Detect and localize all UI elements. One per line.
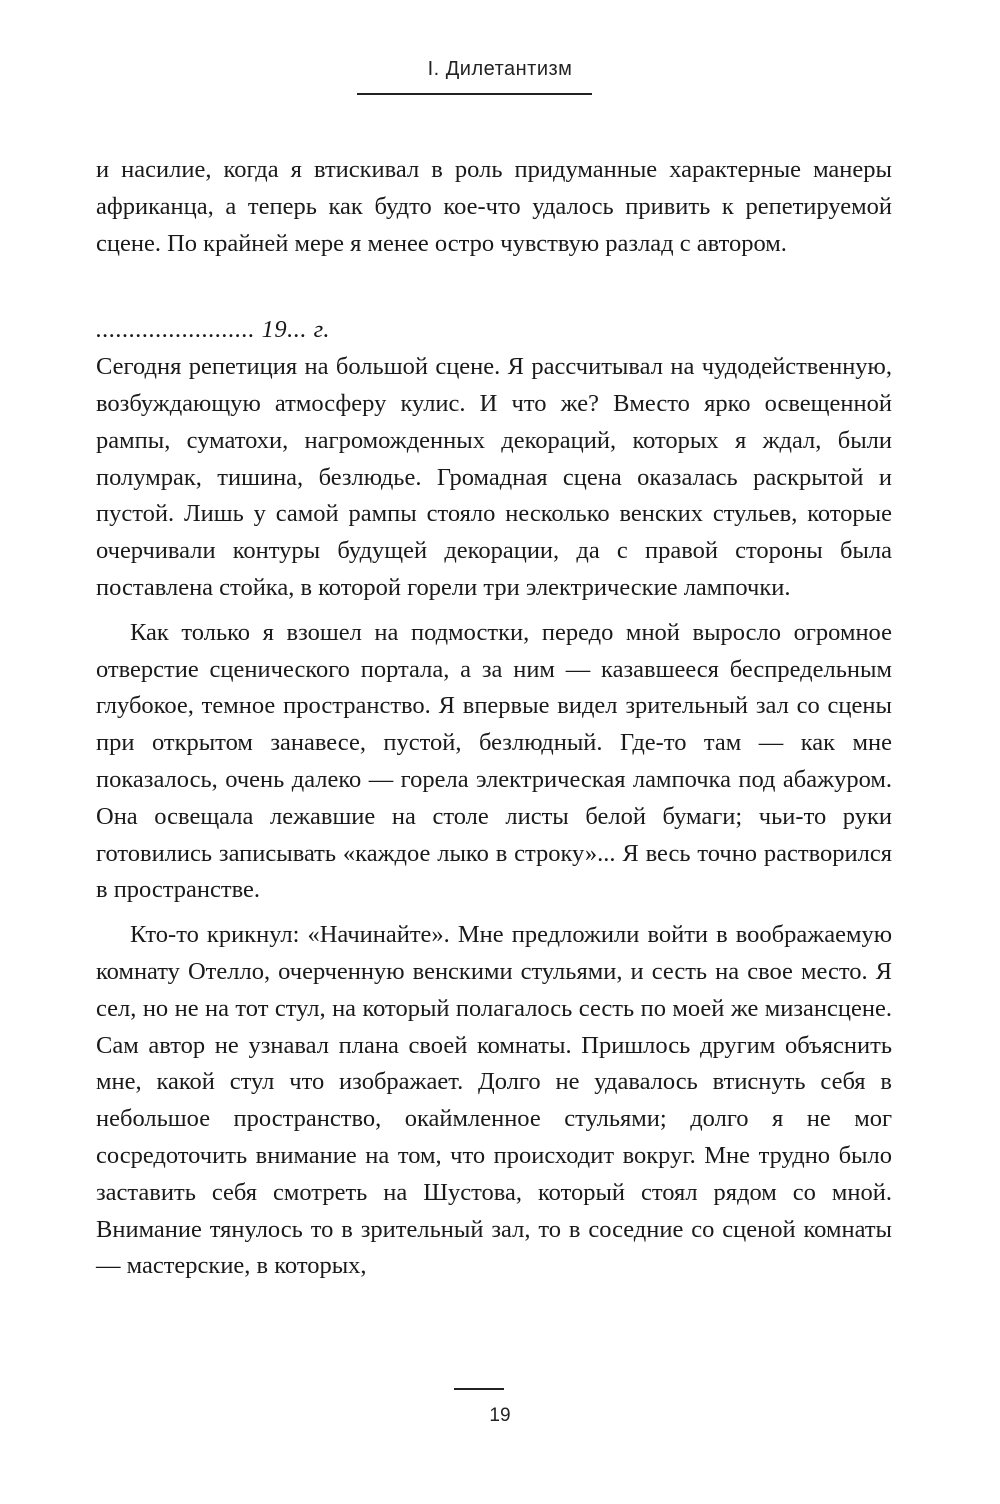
- running-title: I. Дилетантизм: [427, 58, 573, 80]
- paragraph-begin: Кто-то крикнул: «Начинайте». Мне предложили войти в воображаемую комнату Отелло, очерченную венскими стульями, и сесть на свое место. Я сел, но не на тот стул, на который полагалось сесть по моей же мизансцене. Сам автор не узнавал плана своей комнаты. Пришлось другим объяснить мне, какой стул что изображает. Долго не удавалось втиснуть себя в небольшое пространство, окаймленное стульями; долго я не мог сосредоточить внимание на том, что происходит вокруг. Мне трудно было заставить себя смотреть на Шустова, который стоял рядом со мной. Внимание тянулось то в зрительный зал, то в соседние со сценой комнаты — мастерские, в которых,: [96, 921, 892, 1280]
- page-text: [96, 152, 892, 1285]
- paragraph-rehearsal: Сегодня репетиция на большой сцене. Я рассчитывал на чудодейственную, возбуждающую атмосферу кулис. И что же? Вместо ярко освещенной рампы, суматохи, нагроможденных декораций, которых я ждал, были полумрак, тишина, безлюдье. Громадная сцена оказалась раскрытой и пустой. Лишь у самой рампы стояло несколько венских стульев, которые очерчивали контуры будущей декорации, да с правой стороны была поставлена стойка, в которой горели три электрические лампочки.: [96, 353, 892, 601]
- header-rule: [357, 93, 592, 95]
- paragraph-continued: и насилие, когда я втискивал в роль придуманные характерные манеры африканца, а теперь как будто кое-что удалось привить к репетируемой сцене. По крайней мере я менее остро чувствую разлад с автором.: [96, 156, 892, 257]
- footer-rule: [454, 1388, 504, 1390]
- diary-date-line: ........................ 19... г.: [96, 316, 330, 344]
- paragraph-stage: Как только я взошел на подмостки, передо мной выросло огромное отверстие сценического портала, а за ним — казавшееся беспредельным глубокое, темное пространство. Я впервые видел зрительный зал со сцены при открытом занавесе, пустой, безлюдный. Где-то там — как мне показалось, очень далеко — горела электрическая лампочка под абажуром. Она освещала лежавшие на столе листы белой бумаги; чьи-то руки готовились записывать «каждое лыко в строку»... Я весь точно растворился в пространстве.: [96, 618, 892, 904]
- page-number: 19: [489, 1405, 511, 1426]
